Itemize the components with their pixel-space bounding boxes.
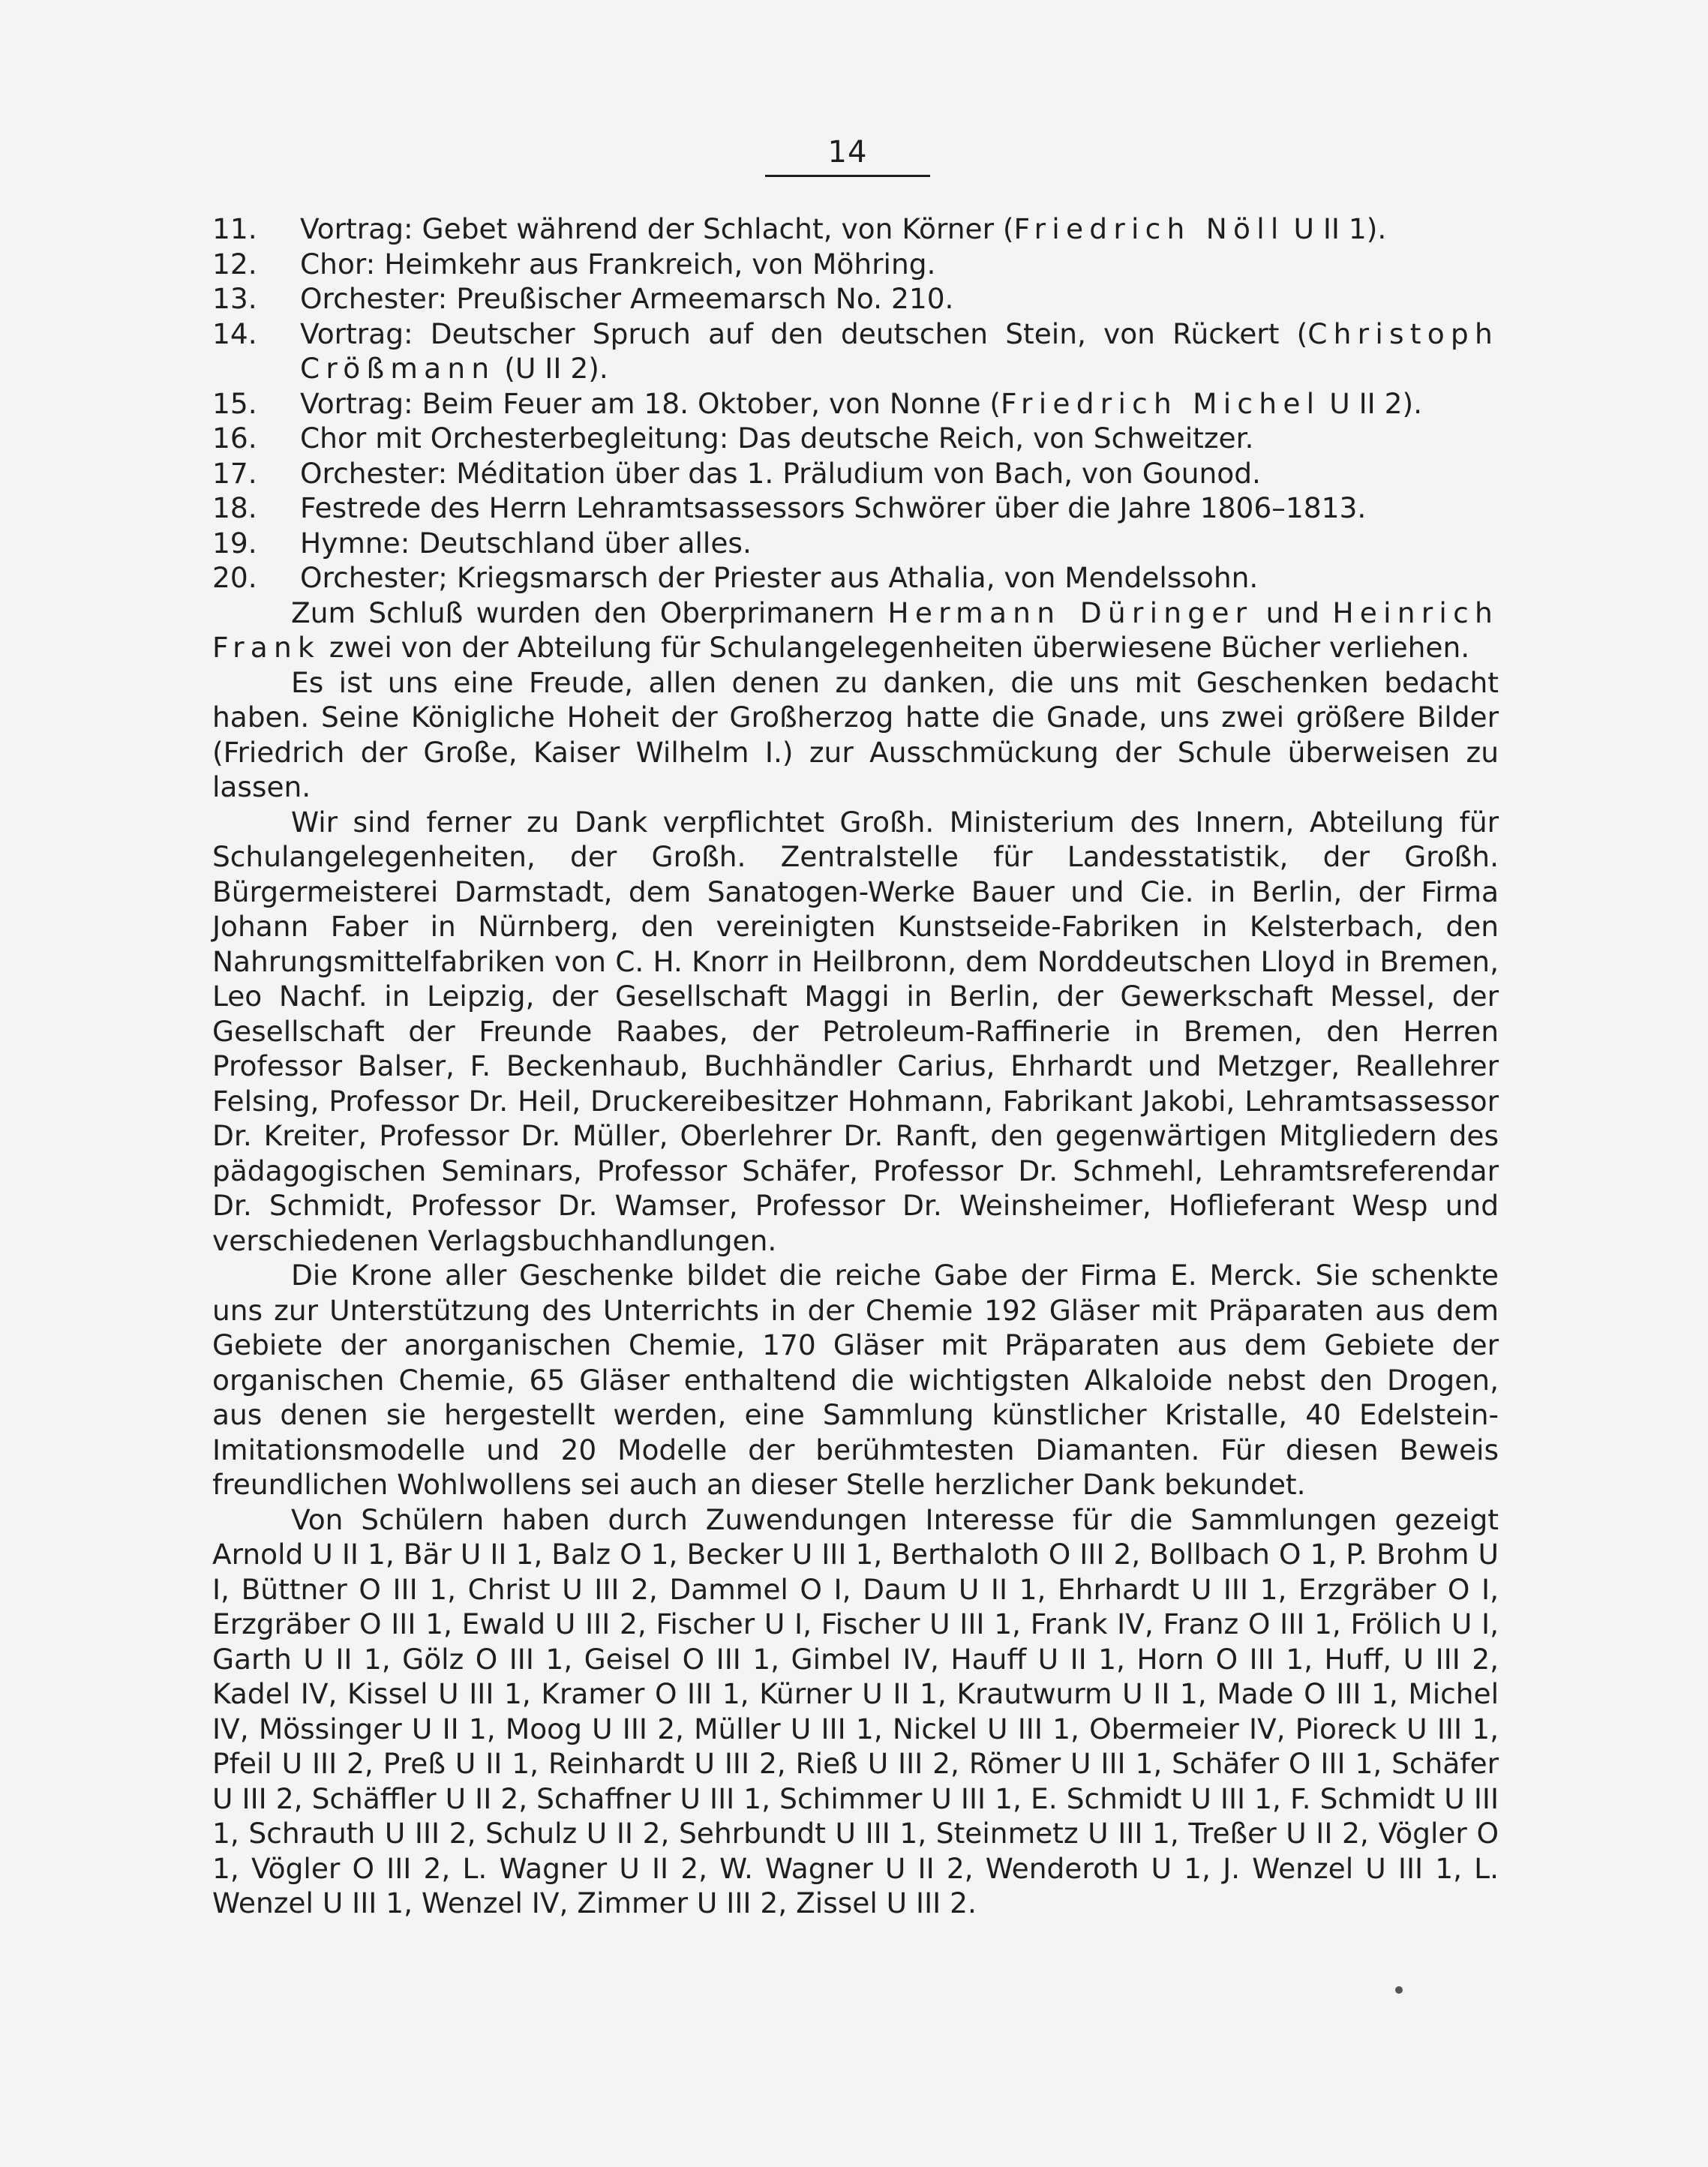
programme-item — [212, 386, 1499, 422]
item-text: Chor: Heimkehr aus Frankreich, von Möhring. — [300, 247, 936, 281]
closing-text: zwei von der Abteilung für Schulangelegenheiten überwiesene Bücher verliehen. — [320, 631, 1470, 664]
item-number: 15. — [212, 386, 257, 420]
student-name: Hermann Düringer — [887, 596, 1253, 629]
item-text-end: (U II 2). — [495, 352, 608, 385]
programme-item — [212, 526, 1499, 561]
item-text-end: U II 1). — [1284, 212, 1387, 245]
page-number-rule — [765, 175, 930, 177]
item-number: 19. — [212, 526, 257, 560]
programme-list — [212, 212, 1499, 596]
merck-paragraph: Die Krone aller Geschenke bildet die reiche Gabe der Firma E. Merck. Sie schenkte uns zur Unterstützung des Unterrichts in der Chemie 192 Gläser mit Präparaten aus dem Gebiete der anorganischen Chemie, 170 Gläser mit Präparaten aus dem Gebiete der organischen Chemie, 65 Gläser enthaltend die wichtigsten Alkaloide nebst den Drogen, aus denen sie hergestellt werden, eine Sammlung künstlicher Kristalle, 40 Edelstein-Imitationsmodelle und 20 Modelle der berühmtesten Diamanten. Für diesen Beweis freundlichen Wohlwollens sei auch an dieser Stelle herzlicher Dank bekundet. — [212, 1259, 1499, 1501]
ink-speck — [1395, 1986, 1403, 1994]
student-name: Heinrich Frank — [212, 596, 1499, 664]
donors-paragraph: Wir sind ferner zu Dank verpflichtet Großh. Ministerium des Innern, Abteilung für Schulangelegenheiten, der Großh. Zentralstelle für Landesstatistik, der Großh. Bürgermeisterei Darmstadt, dem Sanatogen-Werke Bauer und Cie. in Berlin, der Firma Johann Faber in Nürnberg, den vereinigten Kunstseide-Fabriken in Kelsterbach, den Nahrungsmittelfabriken von C. H. Knorr in Heilbronn, dem Norddeutschen Lloyd in Bremen, Leo Nachf. in Leipzig, der Gesellschaft Maggi in Berlin, der Gewerkschaft Messel, der Gesellschaft der Freunde Raabes, der Petroleum-Raffinerie in Bremen, den Herren Professor Balser, F. Beckenhaub, Buchhändler Carius, Ehrhardt und Metzger, Reallehrer Felsing, Professor Dr. Heil, Druckereibesitzer Hohmann, Fabrikant Jakobi, Lehramtsassessor Dr. Kreiter, Professor Dr. Müller, Oberlehrer Dr. Ranft, den gegenwärtigen Mitgliedern des pädagogischen Seminars, Professor Schäfer, Professor Dr. Schmehl, Lehramtsreferendar Dr. Schmidt, Professor Dr. Wamser, Professor Dr. Weinsheimer, Hoflieferant Wesp und verschiedenen Verlagsbuchhandlungen. — [212, 805, 1499, 1257]
item-number: 11. — [212, 212, 257, 245]
performer-name: Friedrich Nöll — [1013, 212, 1285, 245]
item-number: 16. — [212, 422, 257, 455]
item-number: 17. — [212, 456, 257, 490]
item-text: Chor mit Orchesterbegleitung: Das deutsche Reich, von Schweitzer. — [300, 422, 1254, 455]
item-text: Orchester: Preußischer Armeemarsch No. 210. — [300, 282, 954, 315]
programme-item — [212, 421, 1499, 456]
programme-item — [212, 560, 1499, 596]
item-text: Orchester: Méditation über das 1. Präludium von Bach, von Gounod. — [300, 456, 1261, 490]
item-text: Vortrag: Gebet während der Schlacht, von Körner ( — [300, 212, 1014, 245]
item-text: Hymne: Deutschland über alles. — [300, 526, 752, 560]
students-paragraph: Von Schülern haben durch Zuwendungen Interesse für die Sammlungen gezeigt Arnold U II 1, Bär U II 1, Balz O 1, Becker U III 1, Berthaloth O III 2, Bollbach O 1, P. Brohm U I, Büttner O III 1, Christ U III 2, Dammel O I, Daum U II 1, Ehrhardt U III 1, Erzgräber O I, Erzgräber O III 1, Ewald U III 2, Fischer U I, Fischer U III 1, Frank IV, Franz O III 1, Frölich U I, Garth U II 1, Gölz O III 1, Geisel O III 1, Gimbel IV, Hauff U II 1, Horn O III 1, Huff, U III 2, Kadel IV, Kissel U III 1, Kramer O III 1, Kürner U II 1, Krautwurm U II 1, Made O III 1, Michel IV, Mössinger U II 1, Moog U III 2, Müller U III 1, Nickel U III 1, Obermeier IV, Pioreck U III 1, Pfeil U III 2, Preß U II 1, Reinhardt U III 2, Rieß U III 2, Römer U III 1, Schäfer O III 1, Schäfer U III 2, Schäffler U II 2, Schaffner U III 1, Schimmer U III 1, E. Schmidt U III 1, F. Schmidt U III 1, Schrauth U III 2, Schulz U II 2, Sehrbundt U III 1, Steinmetz U III 1, Treßer U II 2, Vögler O 1, Vögler O III 2, L. Wagner U II 2, W. Wagner U II 2, Wenderoth U 1, J. Wenzel U III 1, L. Wenzel U III 1, Wenzel IV, Zimmer U III 2, Zissel U III 2. — [212, 1502, 1499, 1919]
performer-name: Friedrich Michel — [1000, 386, 1321, 420]
item-text-end: U II 2). — [1320, 386, 1423, 420]
programme-item — [212, 212, 1499, 247]
item-number: 20. — [212, 561, 257, 594]
programme-item — [212, 317, 1499, 386]
closing-paragraph — [212, 596, 1499, 665]
closing-text: und — [1253, 596, 1333, 629]
page-content — [212, 212, 1499, 1921]
item-text: Vortrag: Beim Feuer am 18. Oktober, von Nonne ( — [300, 386, 1001, 420]
item-number: 14. — [212, 317, 257, 350]
programme-item — [212, 491, 1499, 526]
item-text: Vortrag: Deutscher Spruch auf den deutschen Stein, von Rückert ( — [300, 317, 1308, 350]
item-number: 12. — [212, 247, 257, 281]
item-number: 18. — [212, 491, 257, 524]
programme-item — [212, 456, 1499, 491]
item-text: Festrede des Herrn Lehramtsassessors Schwörer über die Jahre 1806–1813. — [300, 491, 1367, 524]
thanks-paragraph: Es ist uns eine Freude, allen denen zu danken, die uns mit Geschenken bedacht haben. Seine Königliche Hoheit der Großherzog hatte die Gnade, uns zwei größere Bilder (Friedrich der Große, Kaiser Wilhelm I.) zur Ausschmückung der Schule überweisen zu lassen. — [212, 665, 1499, 803]
item-number: 13. — [212, 282, 257, 315]
programme-item — [212, 281, 1499, 317]
performer-name: Christoph Crößmann — [300, 317, 1499, 385]
item-text: Orchester; Kriegsmarsch der Priester aus Athalia, von Mendelssohn. — [300, 561, 1259, 594]
page-number: 14 — [827, 135, 868, 170]
programme-item — [212, 247, 1499, 282]
closing-text: Zum Schluß wurden den Oberprimanern — [291, 596, 888, 629]
